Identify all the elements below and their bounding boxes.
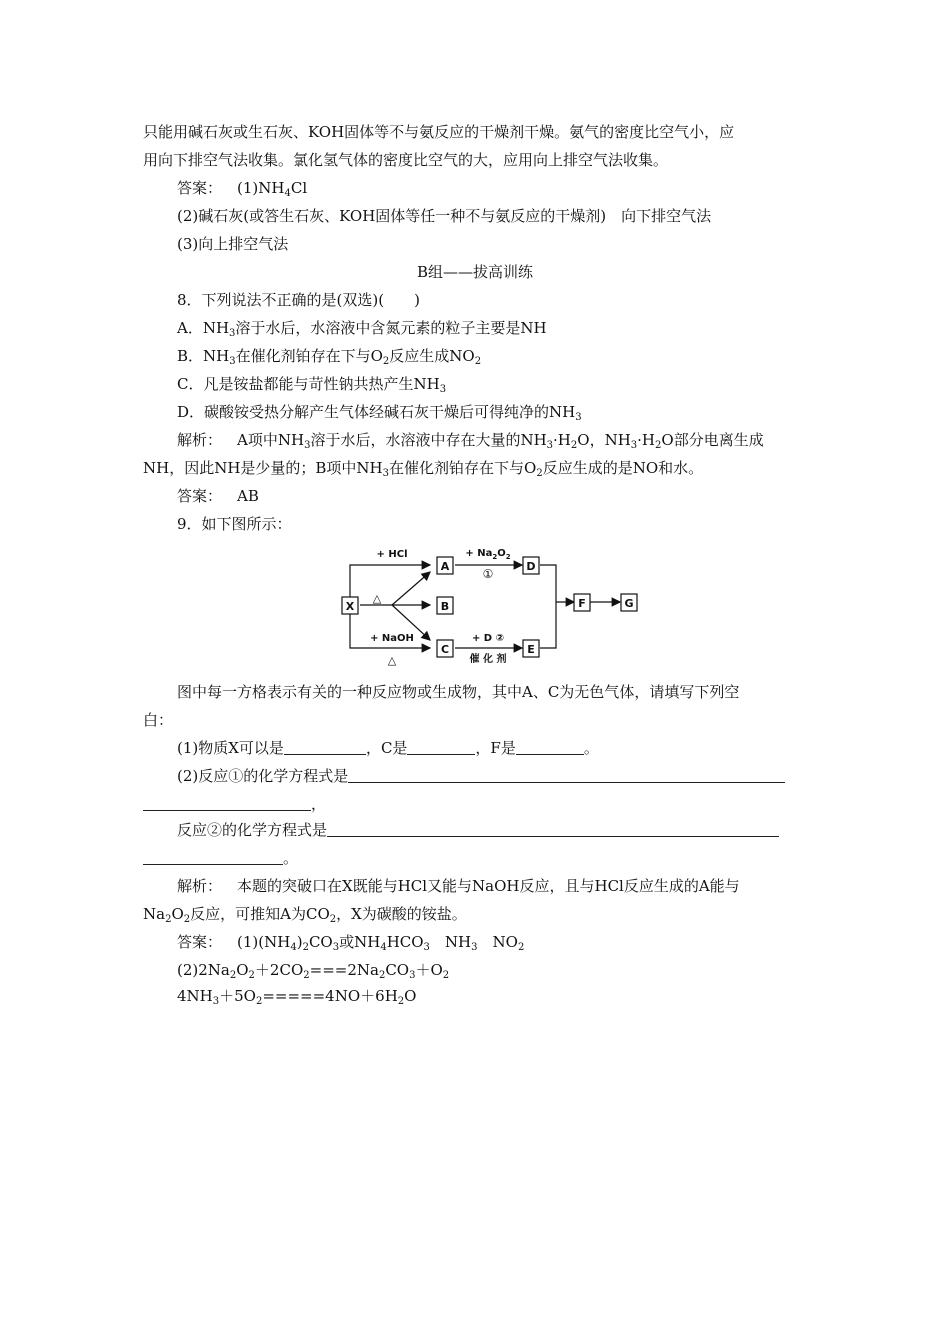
answer-blank-x[interactable] (284, 739, 366, 755)
subscript: 2 (183, 914, 191, 925)
box-g-label: G (624, 597, 634, 610)
text: 溶于水后，水溶液中存在大量的NH (310, 431, 547, 449)
subscript: 4 (290, 942, 297, 953)
text: 或NH (339, 933, 381, 951)
text: ) (296, 933, 303, 951)
question-9-description-line-2: 白： (143, 711, 174, 729)
answer-label: 答案： (177, 487, 223, 505)
text: ===2Na (309, 961, 379, 979)
box-b-label: B (440, 600, 450, 613)
subscript: 2 (397, 996, 405, 1007)
subscript: 2 (655, 440, 662, 451)
analysis-8-line-2 (143, 458, 703, 478)
arrow-branch-to-a (392, 572, 430, 605)
box-x-label: X (345, 600, 355, 613)
answer-label: 答案： (177, 933, 223, 951)
text: NH，因此NH是少量的；B项中NH (143, 459, 383, 477)
subscript: 3 (471, 942, 478, 953)
text: O，NH (577, 431, 631, 449)
label-hcl: + HCl (376, 549, 408, 560)
text: 反应生成NO (389, 347, 475, 365)
text: (2)2Na (177, 961, 230, 979)
text: NH (429, 933, 472, 951)
label-heat-bottom: △ (387, 654, 397, 667)
text: 。 (583, 739, 599, 757)
subscript: 3 (575, 412, 582, 423)
text: ，C是 (365, 739, 408, 757)
answer-9-line-2 (177, 960, 449, 980)
text: NO (477, 933, 518, 951)
question-9-part-2-line-2 (143, 794, 326, 814)
question-8-option-d (177, 402, 582, 422)
analysis-label: 解析： (177, 431, 223, 449)
text: 。 (283, 849, 299, 867)
box-a-label: A (440, 560, 450, 573)
text: B．NH (177, 347, 230, 365)
subscript: 3 (229, 356, 236, 367)
answer-7-1-tail: Cl (290, 179, 308, 197)
subscript: 2 (570, 440, 578, 451)
answer-value: AB (237, 487, 259, 505)
text: A项中NH (237, 431, 305, 449)
subscript: 2 (536, 468, 543, 479)
subscript: 3 (409, 970, 416, 981)
label-catalyst: 催 化 剂 (469, 654, 507, 665)
text: 在催化剂铂存在下与O (389, 459, 537, 477)
text: CO (308, 933, 333, 951)
label-d-reaction-2: + D ② (471, 633, 505, 644)
label-na2o2: + $Na_2O_2$ (465, 548, 511, 561)
arrow-x-to-a (350, 565, 430, 597)
answer-8 (177, 486, 259, 506)
answer-9-line-3 (177, 986, 416, 1006)
subscript: 3 (332, 942, 340, 953)
subscript: 3 (229, 328, 236, 339)
answer-9-line-1 (177, 932, 524, 952)
text: 反应，可推知A为CO (190, 905, 330, 923)
subscript: 2 (303, 970, 310, 981)
analysis-label: 解析： (177, 877, 223, 895)
box-e-label: E (527, 643, 535, 656)
answer-7-line-1 (177, 178, 307, 198)
text: A．NH (177, 319, 230, 337)
answer-7-line-2: (2)碱石灰(或答生石灰、KOH固体等任一种不与氨反应的干燥剂) 向下排空气法 (177, 207, 712, 225)
answer-blank-equation-2[interactable] (327, 821, 779, 837)
question-8-option-c (177, 374, 446, 394)
subscript: 2 (229, 970, 237, 981)
text: HCO (386, 933, 424, 951)
text: 本题的突破口在X既能与HCl又能与NaOH反应，且与HCl反应生成的A能与 (237, 877, 740, 895)
text: ＋O (415, 961, 443, 979)
question-8-stem: 8．下列说法不正确的是(双选)( ) (177, 291, 420, 309)
answer-7-1: (1)NH (237, 179, 285, 197)
subscript: 2 (165, 914, 172, 925)
text: 溶于水后，水溶液中含氮元素的粒子主要是NH (235, 319, 547, 337)
text: ·H (637, 431, 656, 449)
question-9-part-2-line-1 (177, 766, 785, 786)
text: O (171, 905, 184, 923)
text: ， (311, 795, 327, 813)
question-9-part-2-line-4 (143, 848, 298, 868)
text: O部分电离生成 (661, 431, 764, 449)
question-9-part-1 (177, 738, 599, 758)
question-8-option-b (177, 346, 481, 366)
text: D．碳酸铵受热分解产生气体经碱石灰干燥后可得纯净的NH (177, 403, 576, 421)
subscript: 2 (474, 356, 482, 367)
text: ＋2CO (254, 961, 304, 979)
question-9-stem: 9．如下图所示： (177, 515, 292, 533)
section-heading-group-b: B组——拔高训练 (416, 263, 534, 281)
subscript: 2 (248, 970, 255, 981)
answer-blank-equation-1-cont[interactable] (143, 795, 311, 811)
subscript: 3 (546, 440, 554, 451)
label-reaction-1: ① (482, 567, 494, 581)
text: 反应生成的是NO和水。 (542, 459, 704, 477)
subscript: 2 (378, 970, 386, 981)
analysis-7-line-2: 用向下排空气法收集。氯化氢气体的密度比空气的大，应用向上排空气法收集。 (143, 151, 669, 169)
text: 在催化剂铂存在下与O (235, 347, 383, 365)
subscript: 2 (255, 996, 263, 1007)
text: O (236, 961, 249, 979)
analysis-9-line-1 (177, 876, 740, 896)
question-9-part-2-line-3 (177, 820, 779, 840)
subscript: 4 (380, 942, 387, 953)
question-8-option-a (177, 318, 547, 338)
reaction-flow-diagram (340, 540, 640, 668)
answer-blank-f[interactable] (516, 739, 584, 755)
text: ，F是 (475, 739, 516, 757)
box-f-label: F (578, 597, 586, 610)
box-d-label: D (526, 560, 536, 573)
box-c-label: C (440, 643, 450, 656)
subscript: 2 (382, 356, 390, 367)
text: CO (385, 961, 410, 979)
subscript: 3 (439, 384, 447, 395)
subscript: 2 (442, 970, 450, 981)
subscript: 3 (304, 440, 311, 451)
answer-label: 答案： (177, 179, 223, 197)
answer-blank-c[interactable] (407, 739, 475, 755)
analysis-9-line-2 (143, 904, 467, 924)
text: 4NH (177, 987, 213, 1005)
text: C．凡是铵盐都能与苛性钠共热产生NH (177, 375, 440, 393)
answer-7-line-3: (3)向上排空气法 (177, 235, 289, 253)
analysis-8-line-1 (177, 430, 764, 450)
text: O (404, 987, 417, 1005)
answer-blank-equation-1[interactable] (348, 767, 785, 783)
text: ·H (553, 431, 571, 449)
question-9-description-line-1: 图中每一方格表示有关的一种反应物或生成物，其中A、C为无色气体，请填写下列空 (177, 683, 740, 701)
text: (2)反应①的化学方程式是 (177, 767, 349, 785)
answer-blank-equation-2-cont[interactable] (143, 849, 283, 865)
subscript: 3 (630, 440, 638, 451)
label-naoh: + NaOH (370, 633, 414, 644)
text: ，X为碳酸的铵盐。 (336, 905, 467, 923)
text: =====4NO＋6H (262, 987, 398, 1005)
subscript: 2 (329, 914, 337, 925)
text: (1)物质X可以是 (177, 739, 284, 757)
subscript: 3 (423, 942, 430, 953)
text: ＋5O (219, 987, 256, 1005)
text: Na (143, 905, 166, 923)
subscript: 3 (382, 468, 390, 479)
label-heat-top: △ (372, 592, 382, 605)
subscript: 2 (517, 942, 525, 953)
subscript: 2 (302, 942, 309, 953)
subscript: 4 (284, 188, 291, 199)
subscript: 3 (212, 996, 220, 1007)
text: 反应②的化学方程式是 (177, 821, 328, 839)
line-d-e-join (540, 565, 556, 648)
analysis-7-line-1: 只能用碱石灰或生石灰、KOH固体等不与氨反应的干燥剂干燥。氨气的密度比空气小，应 (143, 123, 735, 141)
text: (1)(NH (237, 933, 291, 951)
